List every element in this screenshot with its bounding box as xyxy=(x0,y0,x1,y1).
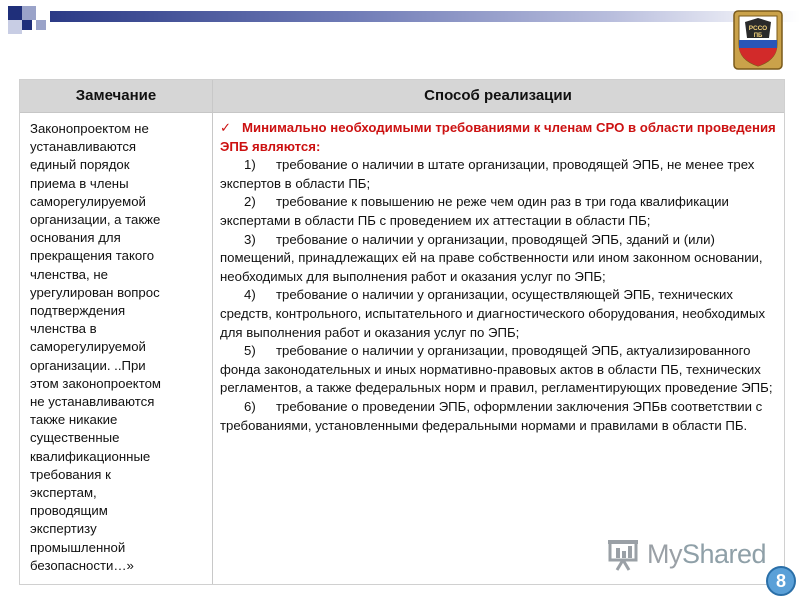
svg-text:РССО: РССО xyxy=(748,25,768,32)
watermark-text-shared: Shared xyxy=(682,539,767,569)
decor-square xyxy=(8,6,22,20)
requirements-table xyxy=(19,79,785,585)
decor-square xyxy=(36,20,46,30)
list-item-number: 4) xyxy=(244,287,256,303)
list-item-number: 5) xyxy=(244,343,256,359)
list-item xyxy=(220,342,780,398)
requirements-heading-text: Минимально необходимыми требованиями к членам СРО в области проведения ЭПБ являются: xyxy=(220,120,776,154)
decor-gradient-line xyxy=(50,11,800,22)
list-item-number: 6) xyxy=(244,398,256,414)
presentation-board-icon xyxy=(607,539,641,571)
list-item-text: требование о наличии у организации, проводящей ЭПБ, актуализированного фонда законодательных и иных нормативно-правовых актов в области ПБ, технических регламентов, а также федеральных норм и правил, регламентирующих проведение ЭПБ; xyxy=(220,343,773,396)
table-header xyxy=(20,80,784,113)
column-header-remark: Замечание xyxy=(75,87,157,104)
decor-square xyxy=(22,20,32,30)
column-divider xyxy=(212,80,213,584)
myshared-watermark xyxy=(607,537,767,573)
list-item-text: требование о проведении ЭПБ, оформлении заключения ЭПБв соответствии с требованиями, установленными федеральными нормами и правилами в области ПБ. xyxy=(220,398,763,433)
list-item xyxy=(220,231,780,287)
svg-text:ПБ: ПБ xyxy=(753,33,763,39)
emblem-logo-icon xyxy=(733,10,783,70)
list-item xyxy=(220,286,780,342)
top-decor-bar xyxy=(0,0,800,40)
list-item xyxy=(220,156,780,193)
list-item-text: требование к повышению не реже чем один раз в три года квалификации экспертами в области ПБ с проведением их аттестации в области ПБ; xyxy=(220,194,729,228)
list-item-text: требование о наличии у организации, осуществляющей ЭПБ, технических средств, контрольного, испытательного и диагностического оборудования, необходимых для выполнения работ и оказания услуг по ЭПБ; xyxy=(220,287,766,340)
decor-square xyxy=(8,20,22,34)
remark-cell: Законопроектом не устанавливаются единый порядок приема в члены саморегулируемой организации, а также основания для прекращения такого членства, не урегулирован вопрос подтверждения членства в саморегулируемой организации. ..При этом законопроектом не устанавливаются также никакие существенные квалификационные требования к экспертам, проводящим экспертизу промышленной безопасности…» xyxy=(30,121,161,573)
list-item-number: 2) xyxy=(244,194,256,210)
list-item-number: 3) xyxy=(244,231,256,247)
implementation-cell xyxy=(220,119,780,435)
decor-square xyxy=(22,6,36,20)
page-number-badge: 8 xyxy=(766,566,796,596)
list-item-number: 1) xyxy=(244,157,256,173)
list-item-text: требование о наличии у организации, проводящей ЭПБ, зданий и (или) помещений, принадлежащих ей на праве собственности или ином законном основании, необходимых для выполнения работ и оказания услуг по ЭПБ; xyxy=(220,231,763,284)
list-item xyxy=(220,398,780,435)
list-item xyxy=(220,193,780,230)
checkmark-icon: ✓ xyxy=(220,120,232,135)
list-item-text: требование о наличии в штате организации, проводящей ЭПБ, не менее трех экспертов в области ПБ; xyxy=(220,157,755,191)
column-header-implementation: Способ реализации xyxy=(424,87,572,104)
requirements-heading xyxy=(220,119,780,156)
watermark-text-my: My xyxy=(647,539,682,569)
